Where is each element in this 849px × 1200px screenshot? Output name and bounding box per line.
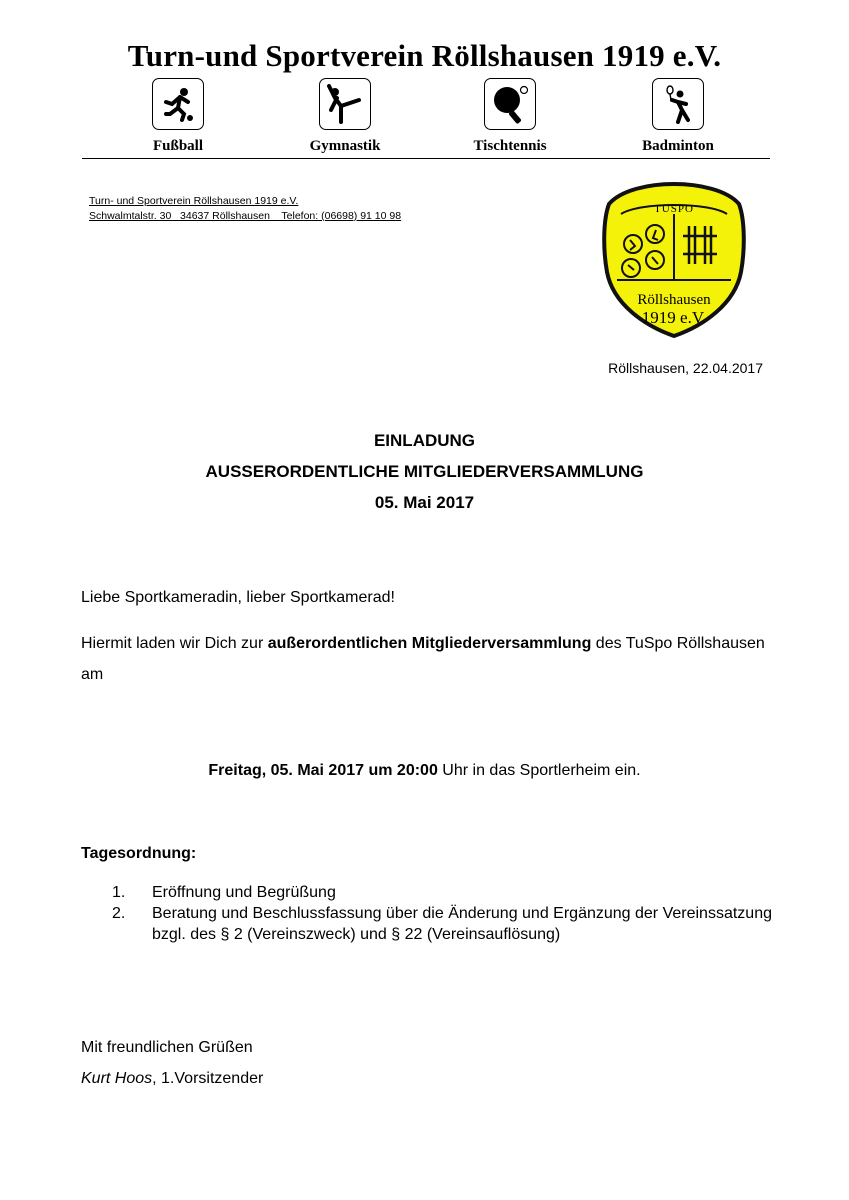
- crest-top-text: TUSPO: [654, 203, 694, 215]
- crest-year: 1919 e.V.: [641, 308, 707, 327]
- sport-gymnastics: [280, 78, 410, 155]
- place-date: Röllshausen, 22.04.2017: [608, 360, 763, 376]
- heading-line: 05. Mai 2017: [374, 493, 475, 512]
- agenda-text: Beratung und Beschlussfassung über die Änderung und Ergänzung der Vereinssatzung bzgl. des § 2 (Vereinszweck) und § 22 (Vereinsauflösung): [152, 905, 772, 943]
- header-divider: [82, 158, 770, 159]
- signature-line: [81, 1063, 263, 1094]
- agenda-text: Eröffnung und Begrüßung: [152, 884, 336, 901]
- sport-label: Badminton: [642, 138, 714, 154]
- sport-label: Gymnastik: [309, 138, 381, 154]
- table-tennis-icon: [484, 78, 536, 130]
- agenda-number: 2.: [112, 905, 126, 922]
- club-title: Turn-und Sportverein Röllshausen 1919 e.V.: [127, 38, 722, 73]
- sport-football: [113, 78, 243, 155]
- sender-address: [89, 194, 401, 224]
- crest-town: Röllshausen: [637, 292, 711, 308]
- agenda-item: [112, 903, 802, 945]
- agenda-list: [112, 882, 802, 945]
- agenda-item: [112, 882, 802, 903]
- sport-table-tennis: [445, 78, 575, 155]
- closing-regards: Mit freundlichen Grüßen: [81, 1039, 253, 1056]
- sport-label: Fußball: [152, 138, 204, 154]
- event-line: [0, 762, 849, 780]
- intro-text: Hiermit laden wir Dich zur: [81, 635, 268, 652]
- gymnast-icon: [319, 78, 371, 130]
- invitation-heading: [0, 425, 849, 518]
- soccer-player-icon: [152, 78, 204, 130]
- event-location: Uhr in das Sportlerheim ein.: [437, 762, 641, 779]
- heading-line: EINLADUNG: [373, 431, 476, 450]
- signer-name: Kurt Hoos: [81, 1070, 153, 1087]
- sender-line: Schwalmtalstr. 30 34637 Röllshausen Telefon: (06698) 91 10 98: [89, 210, 402, 222]
- signer-role: , 1.Vorsitzender: [152, 1070, 264, 1087]
- badminton-player-icon: [652, 78, 704, 130]
- heading-line: AUSSERORDENTLICHE MITGLIEDERVERSAMMLUNG: [205, 462, 644, 481]
- sport-badminton: [613, 78, 743, 155]
- agenda-title: Tagesordnung:: [81, 845, 197, 862]
- intro-text: des TuSpo Röllshausen am: [81, 635, 765, 683]
- crest-shield-icon: [599, 180, 749, 340]
- sport-label: Tischtennis: [473, 138, 547, 154]
- sender-line: Turn- und Sportverein Röllshausen 1919 e.V.: [89, 195, 299, 207]
- intro-bold: außerordentlichen Mitgliederversammlung: [267, 635, 592, 652]
- agenda-number: 1.: [112, 884, 126, 901]
- greeting: Liebe Sportkameradin, lieber Sportkamerad!: [81, 589, 395, 606]
- event-date: Freitag, 05. Mai 2017 um 20:00: [208, 762, 438, 779]
- closing: [81, 1032, 263, 1094]
- club-crest: [599, 180, 749, 345]
- intro-paragraph: [81, 628, 781, 690]
